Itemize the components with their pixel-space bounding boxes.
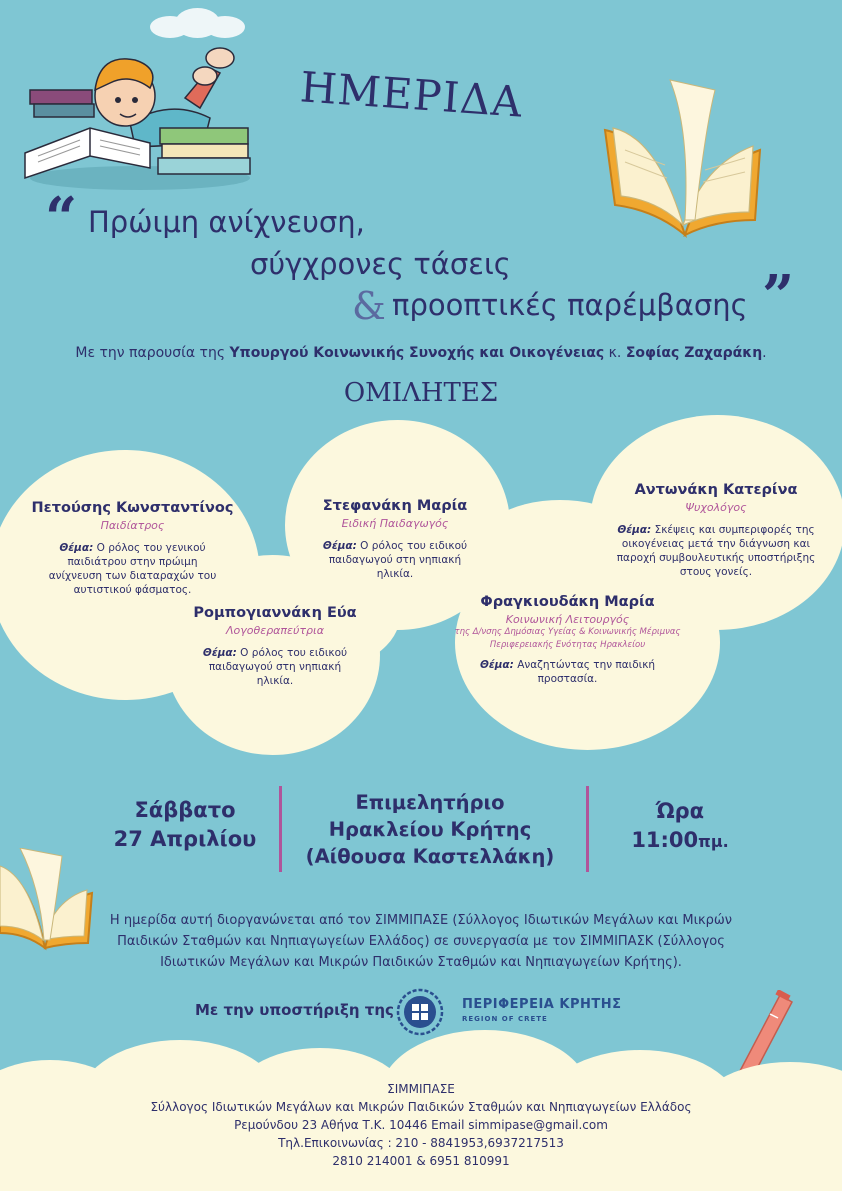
presence-line: Με την παρουσία της Υπουργού Κοινωνικής Συνοχής και Οικογένειας κ. Σοφίας Ζαχαράκη. <box>75 345 767 361</box>
speaker-name: Στεφανάκη Μαρία <box>322 498 468 514</box>
speaker-role: Παιδίατρος <box>100 519 165 532</box>
footer-org-name: Σύλλογος Ιδιωτικών Μεγάλων και Μικρών Παιδικών Σταθμών και Νηπιαγωγείων Ελλάδος <box>150 1100 692 1114</box>
event-date: Σάββατο 27 Απριλίου <box>113 798 257 851</box>
organizer-description: Η ημερίδα αυτή διοργανώνεται από τον ΣΙΜΜΙΠΑΣΕ (Σύλλογος Ιδιωτικών Μεγάλων και Μικρών Παιδικών Σταθμών και Νηπιαγωγείων Ελλάδος) σε συνεργασία με τον ΣΙΜΜΙΠΑΣΚ (Σύλλογος Ιδιωτικών Μεγάλων και Μικρών Παιδικών Σταθμών και Νηπιαγωγείων Κρήτης). <box>109 913 733 970</box>
speaker-topic: Θέμα: Ο ρόλος του γενικού παιδιάτρου στην πρώιμη ανίχνευση των διαταραχών του αυτιστικού φάσματος. <box>48 542 217 596</box>
footer-contact <box>0 1080 842 1170</box>
quote-line-3: προοπτικές παρέμβασης <box>392 288 748 322</box>
speaker-name: Ρομπογιαννάκη Εύα <box>193 605 357 621</box>
quote-line-1: Πρώιμη ανίχνευση, <box>88 205 365 239</box>
speaker-topic: Θέμα: Σκέψεις και συμπεριφορές της οικογένειας μετά την διάγνωση και παροχή συμβουλευτικής υποστήριξης στους γονείς. <box>616 524 816 578</box>
speaker-role: Λογοθεραπεύτρια <box>226 624 324 637</box>
footer-address: Ρεμούνδου 23 Αθήνα Τ.Κ. 10446 Email simmipase@gmail.com <box>234 1118 608 1132</box>
footer-phone-2: 2810 214001 & 6951 810991 <box>332 1154 510 1168</box>
speaker-role: Ψυχολόγος <box>685 501 747 514</box>
speakers-heading: ΟΜΙΛΗΤΕΣ <box>343 378 499 408</box>
region-logo-name: ΠΕΡΙΦΕΡΕΙΑ ΚΡΗΤΗΣ <box>462 997 622 1012</box>
open-quote-mark: “ <box>45 185 78 251</box>
close-quote-mark: ” <box>762 263 795 329</box>
speaker-organization: Περιφερειακής Ενότητας Ηρακλείου <box>489 640 646 650</box>
ministry-name: Υπουργού Κοινωνικής Συνοχής και Οικογένειας <box>229 345 605 361</box>
support-label: Με την υποστήριξη της <box>195 1001 394 1019</box>
speaker-name: Αντωνάκη Κατερίνα <box>634 482 798 498</box>
speaker-role: Κοινωνική Λειτουργός <box>505 613 630 626</box>
footer-phone: Τηλ.Επικοινωνίας : 210 - 8841953,6937217513 <box>278 1136 564 1150</box>
speaker-name: Φραγκιουδάκη Μαρία <box>480 594 655 610</box>
speaker-topic: Θέμα: Αναζητώντας την παιδική προστασία. <box>479 659 656 685</box>
speaker-topic: Θέμα: Ο ρόλος του ειδικού παιδαγωγού στη νηπιακή ηλικία. <box>322 540 468 580</box>
event-time: Ώρα 11:00πμ. <box>631 799 729 852</box>
speaker-topic: Θέμα: Ο ρόλος του ειδικού παιδαγωγού στη νηπιακή ηλικία. <box>202 647 348 687</box>
minister-name: Σοφίας Ζαχαράκη <box>625 345 763 361</box>
event-title: ΗΜΕΡΙΔΑ <box>298 62 525 127</box>
region-logo-subtitle: REGION OF CRETE <box>462 1015 548 1023</box>
event-venue: Επιμελητήριο Ηρακλείου Κρήτης (Αίθουσα Καστελλάκη) <box>305 791 555 868</box>
speaker-organization: της Δ/νσης Δημόσιας Υγείας & Κοινωνικής Μέριμνας <box>454 627 681 637</box>
speaker-name: Πετούσης Κωνσταντίνος <box>31 500 234 516</box>
footer-org-abbr: ΣΙΜΜΙΠΑΣΕ <box>387 1082 455 1096</box>
quote-line-2: σύγχρονες τάσεις <box>250 247 511 281</box>
quote-ampersand: & <box>352 284 386 328</box>
speaker-role: Ειδική Παιδαγωγός <box>341 517 449 530</box>
